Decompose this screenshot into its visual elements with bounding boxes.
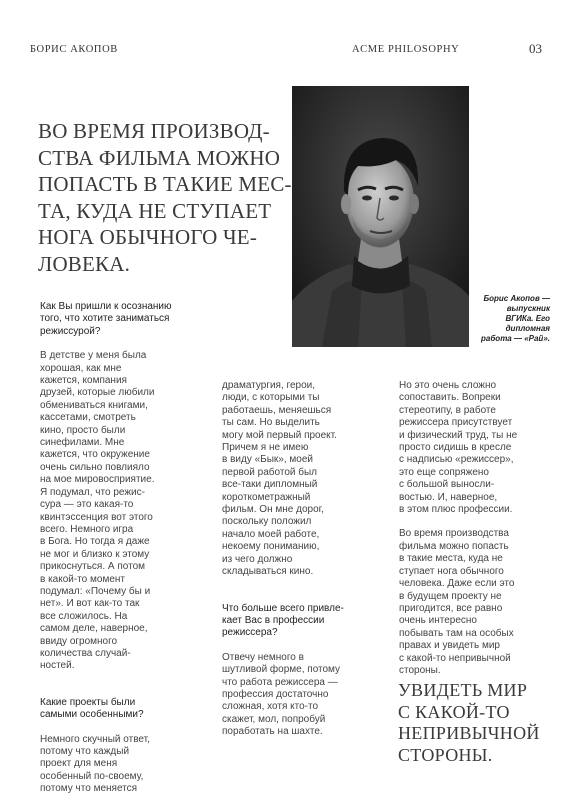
text-line: прикоснуться. А потом — [40, 561, 146, 573]
pull-quote-bottom — [398, 680, 568, 766]
text-line: режиссера? — [222, 627, 278, 639]
text-line: ВО ВРЕМЯ ПРОИЗВОД- — [38, 119, 270, 143]
text-line: человека. Даже если это — [399, 578, 515, 590]
text-line: СТОРОНЫ. — [398, 744, 493, 765]
text-line: Что больше всего привле- — [222, 602, 344, 614]
text-line: в такие места, куда не — [399, 553, 503, 565]
text-line: ступает нога обычного — [399, 565, 504, 577]
text-line: Отвечу немного в — [222, 651, 304, 663]
text-line: НОГА ОБЫЧНОГО ЧЕ- — [38, 225, 258, 249]
running-head-author: БОРИС АКОПОВ — [30, 44, 118, 55]
text-line: ВГИКа. Его — [505, 314, 550, 323]
answer-1 — [40, 350, 200, 673]
text-line: самом деле, наверное, — [40, 623, 148, 635]
text-line: складываться кино. — [222, 566, 314, 578]
question-1 — [40, 301, 200, 338]
text-line: с большой выносли- — [399, 479, 495, 491]
text-line: синефилами. Мне — [40, 437, 125, 449]
text-line: это еще сопряжено — [399, 466, 489, 478]
text-line: в виду «Бык», моей — [222, 454, 313, 466]
text-line: Во время производства — [399, 528, 509, 540]
text-line: некоему пониманию, — [222, 541, 320, 553]
text-line: в будущем проекту не — [399, 590, 502, 602]
text-line: УВИДЕТЬ МИР — [398, 680, 528, 700]
text-line: люди, с которыми ты — [222, 392, 320, 404]
running-head-magazine: ACME PHILOSOPHY — [352, 44, 460, 55]
text-line: ТА, КУДА НЕ СТУПАЕТ — [38, 198, 272, 223]
text-line: профессия достаточно — [222, 688, 329, 700]
text-line: режиссурой? — [40, 325, 101, 337]
text-line: в этом плюс профессии. — [399, 504, 513, 516]
text-line: поработать на шахте. — [222, 726, 323, 738]
answer-2-start — [40, 734, 200, 796]
text-line: в какой-то момент — [40, 573, 125, 585]
answer-3-end — [399, 528, 569, 677]
text-line: шутливой форме, потому — [222, 664, 341, 676]
text-line: ЛОВЕКА. — [38, 251, 131, 276]
text-line: выпускник — [506, 304, 550, 313]
portrait-photo — [292, 86, 469, 347]
column-3 — [399, 380, 569, 677]
text-line: Какие проекты были — [40, 696, 136, 708]
text-line: сложная, хотя кто-то — [222, 701, 319, 713]
text-line: кажется, что окружение — [40, 449, 150, 461]
text-line: кажется, компания — [40, 375, 127, 387]
text-line: и физический труд, ты не — [399, 429, 518, 441]
text-line: проект для меня — [40, 758, 118, 770]
text-line: подумал: «Почему бы и — [40, 585, 151, 597]
text-line: дипломная — [505, 324, 550, 333]
text-line: обмениваться книгами, — [40, 399, 148, 411]
text-line: первой работой был — [222, 466, 317, 478]
text-line: НЕПРИВЫЧНОЙ — [398, 723, 540, 743]
text-line: фильм. Он мне дорог, — [222, 504, 324, 516]
pull-quote-top — [38, 118, 292, 277]
text-line: ностей. — [40, 660, 75, 672]
text-line: Борис Акопов — — [483, 294, 550, 303]
column-1 — [40, 301, 200, 796]
text-line: кино, просто были — [40, 424, 126, 436]
text-line: скажет, мол, попробуй — [222, 713, 326, 725]
text-line: побывать там на особых — [399, 627, 514, 639]
text-line: очень интересно — [399, 615, 477, 627]
text-line: сопоставить. Вопреки — [399, 392, 501, 404]
text-line: СТВА ФИЛЬМА МОЖНО — [38, 145, 281, 170]
text-line: все-таки дипломный — [222, 479, 318, 491]
text-line: начало моей работе, — [222, 528, 320, 540]
text-line: потому что меняется — [40, 783, 138, 795]
text-line: количества случай- — [40, 647, 131, 659]
question-2 — [40, 697, 200, 722]
text-line: кассетами, смотреть — [40, 412, 136, 424]
text-line: ввиду огромного — [40, 635, 118, 647]
text-line: драматургия, герои, — [222, 380, 315, 391]
text-line: С КАКОЙ-ТО — [398, 701, 510, 722]
text-line: Но это очень сложно — [399, 380, 497, 391]
text-line: в Бога. Но тогда я даже — [40, 536, 150, 548]
text-line: стереотипу, в работе — [399, 404, 496, 416]
text-line: ты сам. Но выделить — [222, 417, 320, 429]
text-line: правах и увидеть мир — [399, 640, 500, 652]
text-line: сура — это какая-то — [40, 499, 134, 511]
text-line: не мог и близко к этому — [40, 548, 150, 560]
text-line: востью. И, наверное, — [399, 491, 498, 503]
text-line: В детстве у меня была — [40, 350, 147, 362]
text-line: с какой-то непривычной — [399, 652, 511, 664]
text-line: кает Вас в профессии — [222, 614, 325, 626]
text-line: просто сидишь в кресле — [399, 442, 512, 454]
question-3 — [222, 603, 382, 640]
text-line: особенный по-своему, — [40, 770, 144, 782]
text-line: очень сильно повлияло — [40, 461, 150, 473]
answer-3-cont — [399, 380, 569, 516]
text-line: из чего должно — [222, 553, 293, 565]
text-line: что работа режиссера — — [222, 676, 338, 688]
text-line: того, что хотите заниматься — [40, 313, 170, 325]
text-line: самыми особенными? — [40, 709, 144, 721]
photo-caption — [470, 294, 550, 344]
page-number: 03 — [529, 41, 542, 56]
text-line: Я подумал, что режис- — [40, 486, 145, 498]
text-line: все сложилось. На — [40, 610, 128, 622]
text-line: короткометражный — [222, 491, 311, 503]
portrait-image — [292, 86, 469, 347]
text-line: потому что каждый — [40, 746, 130, 757]
column-2 — [222, 380, 382, 739]
text-line: на мое мировосприятие. — [40, 474, 155, 486]
text-line: Как Вы пришли к осознанию — [40, 301, 172, 312]
text-line: всего. Немного игра — [40, 523, 134, 535]
text-line: работа — «Рай». — [481, 334, 550, 343]
text-line: могу мой первый проект. — [222, 429, 337, 441]
text-line: поскольку положил — [222, 516, 312, 528]
answer-2-cont — [222, 380, 382, 579]
text-line: стороны. — [399, 664, 441, 676]
text-line: пригодится, все равно — [399, 602, 503, 614]
text-line: работаешь, меняешься — [222, 404, 332, 416]
text-line: режиссера присутствует — [399, 417, 513, 429]
text-line: хорошая, как мне — [40, 362, 122, 374]
text-line: друзей, которые любили — [40, 387, 155, 399]
text-line: Немного скучный ответ, — [40, 733, 150, 745]
text-line: ПОПАСТЬ В ТАКИЕ МЕС- — [38, 172, 292, 196]
text-line: Причем я не имею — [222, 442, 309, 454]
answer-3-start — [222, 652, 382, 739]
text-line: квинтэссенция вот этого — [40, 511, 153, 523]
text-line: с надписью «режиссер», — [399, 454, 514, 466]
text-line: фильма можно попасть — [399, 540, 509, 552]
text-line: нет». И вот как-то так — [40, 598, 140, 610]
